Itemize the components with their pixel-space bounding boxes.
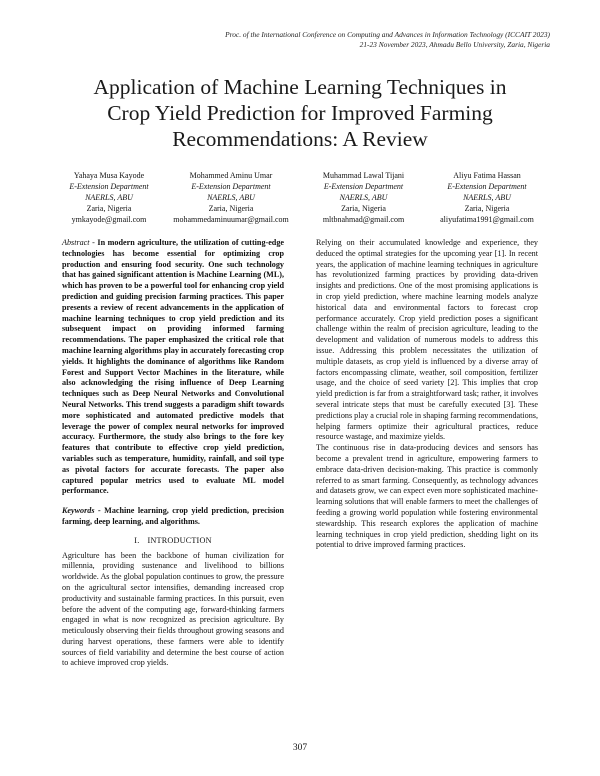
author-location: Zaria, Nigeria <box>464 204 510 213</box>
intro-paragraph-3: The continuous rise in data-producing devices and sensors has become a prevalent trend in agriculture, empowering farmers to embrace data-driven decision-making. This practice is commonly referred to as smart farming. Consequently, as technology advances and datasets grow, we can expect even more sophisticated machine-learning solutions that will enable farmers to meet the challenges of feeding a growing world population while fostering environmental stewardship. This research explores the application of machine learning techniques in crop yield prediction, shedding light on its potential to drive improved farming practices. <box>316 443 538 550</box>
intro-paragraph-1: Agriculture has been the backbone of human civilization for millennia, providing sustenance and livelihood to billions worldwide. As the global population continues to grow, the pressure on the agricultural sector intensifies, demanding increased crop productivity and sustainable farming practices. In this pursuit, even before the advent of the computing age, forward-thinking farmers engaged in what is now recognized as precision agriculture. By meticulously observing their fields throughout growing seasons and during harvest operations, these farmers were able to identify sources of field variability and determine the best course of action to achieve improved crop yields. <box>62 550 284 668</box>
author-block <box>54 170 546 224</box>
keywords-text: Machine learning, crop yield prediction, precision farming, deep learning, and algorithms. <box>62 506 284 526</box>
keywords-label: Keywords - <box>62 506 101 516</box>
author-department: E-Extension Department <box>447 182 527 191</box>
abstract-label: Abstract - <box>62 238 95 247</box>
paper-title <box>40 74 560 152</box>
author-name: Yahaya Musa Kayode <box>73 171 145 180</box>
author-organization: NAERLS, ABU <box>207 193 255 202</box>
author-organization: NAERLS, ABU <box>85 193 133 202</box>
left-column <box>62 238 284 669</box>
intro-paragraph-2: Relying on their accumulated knowledge and experience, they deduced the optimal strategies for the upcoming year [1]. In recent years, the application of machine learning techniques in agriculture has revolutionized farming practices by providing data-driven insights and predictions. One of the most promising applications is in crop yield prediction, where machine learning models analyze historical data and environmental factors to forecast crop performance accurately. Crop yield prediction poses a significant challenge within the realm of precision agriculture, leading to the development and validation of numerous models to address this issue. Addressing this problem necessitates the utilization of multiple datasets, as crop yield is influenced by a diverse array of factors encompassing climate, weather, soil composition, fertilizer usage, and the choice of seed variety [2]. This implies that crop yield prediction is far from a straightforward task; rather, it involves several intricate steps that must be carefully executed [3]. These predictions play a crucial role in shaping farming recommendations, helping farmers optimize their agricultural practices, reduce resource wastage, and maximize yields. <box>316 238 538 442</box>
author-department: E-Extension Department <box>323 182 404 191</box>
author-email: ymkayode@gmail.com <box>71 215 147 224</box>
author-4 <box>428 170 546 225</box>
author-organization: NAERLS, ABU <box>463 193 511 202</box>
author-3 <box>306 170 421 225</box>
abstract-text: In modern agriculture, the utilization of cutting-edge technologies has become essential for optimizing crop production and ensuring food security. One such technology that has gained significant attention is Machine Learning (ML), which has proven to be a powerful tool for enhancing crop yield prediction and guiding precision farming practices. This paper presents a review of recent advancements in the application of machine learning techniques to crop yield prediction and its subsequent impact on providing informed farming recommendations. The paper emphasized the critical role that machine learning algorithms play in accurately forecasting crop yields. It highlights the dominance of algorithms like Random Forest and Support Vector Machines in the literature, while also acknowledging the rising influence of Deep Learning techniques such as Deep Neural Networks and Convolutional Neural Networks. This trend suggests a paradigm shift towards more sophisticated and automated predictive models that leverage the power of complex neural networks for improved accuracy. Furthermore, the study also brings to the fore key features that contribute to effective crop yield prediction, variables such as temperature, humidity, rainfall, and soil type as pivotal factors for accurate forecasts. The paper also captured popular metrics used to evaluate ML model performance. <box>62 238 284 496</box>
conference-dates: 21-23 November 2023, Ahmadu Bello University, Zaria, Nigeria <box>359 40 550 49</box>
author-location: Zaria, Nigeria <box>208 204 254 213</box>
author-organization: NAERLS, ABU <box>339 193 388 202</box>
section-heading-introduction <box>62 536 284 547</box>
page-number: 307 <box>292 743 308 753</box>
title-line-1: Application of Machine Learning Techniques in <box>93 75 507 99</box>
author-name: Mohammed Aminu Umar <box>189 171 273 180</box>
conference-name: Proc. of the International Conference on Computing and Advances in Information Technology (ICCAIT 2023) <box>225 30 550 39</box>
author-email: mltbnahmad@gmail.com <box>322 215 405 224</box>
author-location: Zaria, Nigeria <box>341 204 386 213</box>
section-title: INTRODUCTION <box>147 535 212 545</box>
author-department: E-Extension Department <box>191 182 271 191</box>
author-email: mohammedaminuumar@gmail.com <box>173 215 289 224</box>
abstract <box>62 238 284 497</box>
author-name: Aliyu Fatima Hassan <box>453 171 521 180</box>
author-2 <box>166 170 296 225</box>
author-1 <box>54 170 164 225</box>
author-department: E-Extension Department <box>69 182 149 191</box>
author-location: Zaria, Nigeria <box>86 204 132 213</box>
title-line-2: Crop Yield Prediction for Improved Farming <box>107 101 493 125</box>
author-email: aliyufatima1991@gmail.com <box>440 215 534 224</box>
conference-header <box>130 30 550 50</box>
right-column <box>316 238 538 551</box>
author-name: Muhammad Lawal Tijani <box>322 171 405 180</box>
title-line-3: Recommendations: A Review <box>172 127 428 151</box>
keywords <box>62 506 284 528</box>
section-number: I. <box>134 535 140 545</box>
